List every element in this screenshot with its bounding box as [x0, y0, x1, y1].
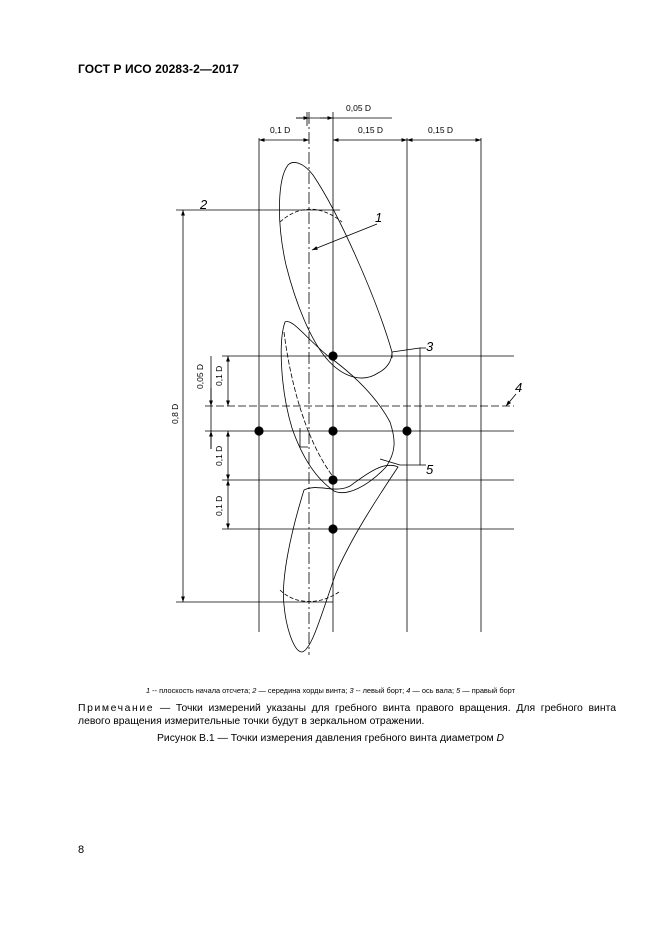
leader-1: [312, 224, 377, 250]
legend-num-2: 2: [252, 686, 257, 695]
blade-lower-midchord: [280, 590, 339, 602]
dim-label-01d-side-a: 0,1 D: [214, 365, 224, 386]
document-header: ГОСТ Р ИСО 20283-2—2017: [78, 62, 240, 76]
legend-num-5: 5: [456, 686, 461, 695]
dim-label-01d-side-c: 0,1 D: [214, 495, 224, 516]
measurement-point: [328, 426, 337, 435]
caption-variable: D: [496, 733, 505, 744]
callout-3: 3: [426, 339, 434, 354]
callout-4: 4: [515, 380, 523, 395]
dim-label-005d-side: 0,05 D: [195, 363, 205, 389]
legend-num-1: 1: [145, 686, 151, 695]
caption-text: Рисунок В.1 — Точки измерения давления гребного винта диаметром: [156, 733, 497, 744]
figure-caption: [0, 733, 661, 744]
callout-5: 5: [426, 462, 434, 477]
hub-right-edge: [380, 348, 420, 465]
measurement-point: [328, 524, 337, 533]
figure-note: [78, 702, 616, 728]
dim-label-08d: 0,8 D: [170, 403, 180, 424]
dim-label-005d-top: 0,05 D: [346, 103, 372, 113]
note-label: Примечание: [78, 703, 155, 714]
legend-num-4: 4: [406, 686, 411, 695]
callout-1: 1: [375, 210, 383, 225]
legend-num-3: 3: [349, 686, 354, 695]
callout-2: 2: [200, 197, 208, 212]
legend-text-4: — ось вала;: [410, 686, 457, 695]
dim-label-015d-a: 0,15 D: [358, 125, 384, 135]
blade-upper: [279, 162, 392, 378]
dim-label-01d-top: 0,1 D: [270, 125, 291, 135]
legend-text-1: -- плоскость начала отсчета;: [150, 686, 253, 695]
blade-middle: [281, 321, 394, 492]
dim-label-015d-b: 0,15 D: [428, 125, 454, 135]
measurement-point: [328, 475, 337, 484]
measurement-point: [254, 426, 263, 435]
page-number: 8: [78, 844, 85, 856]
legend-text-5: — правый борт: [460, 686, 516, 695]
note-text: — Точки измерений указаны для гребного винта правого вращения. Для гребного винта левого вращения измерительные точки будут в зеркальном отражении.: [78, 703, 616, 727]
figure-legend: [0, 686, 661, 695]
leader-4: [506, 394, 516, 406]
measurement-point: [328, 351, 337, 360]
legend-text-2: — середина хорды винта;: [256, 686, 350, 695]
dim-label-01d-side-b: 0,1 D: [214, 445, 224, 466]
blade-lower: [283, 465, 398, 652]
measurement-point: [402, 426, 411, 435]
legend-text-3: -- левый борт;: [353, 686, 407, 695]
